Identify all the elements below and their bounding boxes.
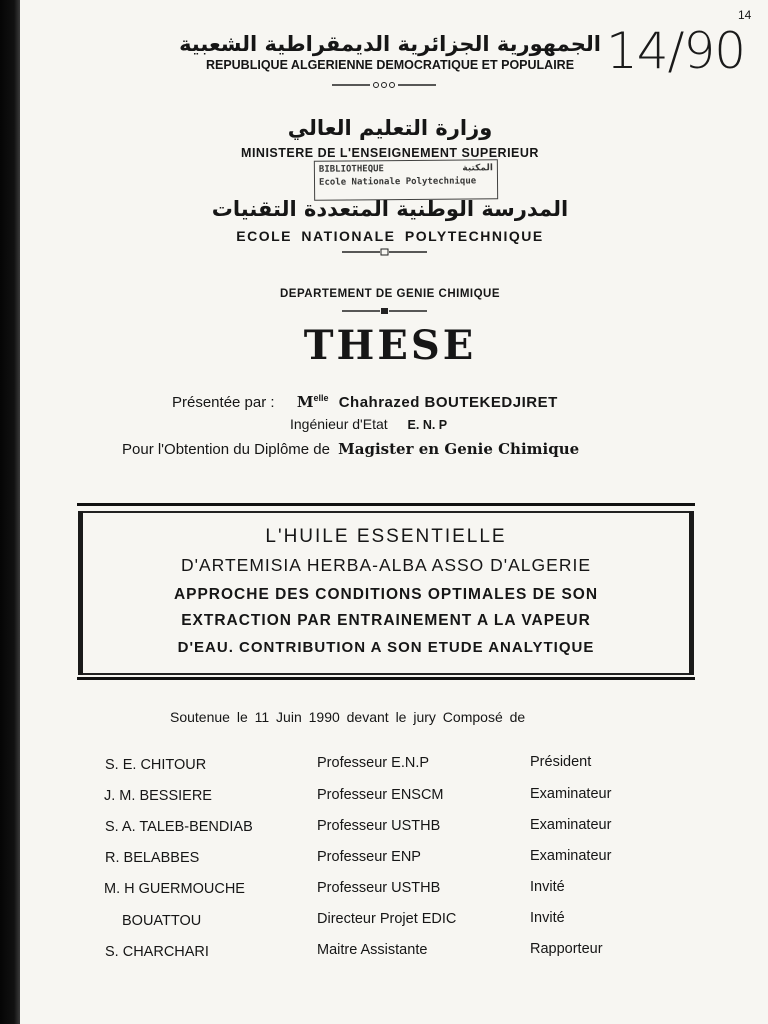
ornament-divider <box>340 306 430 316</box>
jury-member-position: Maitre Assistante <box>317 942 428 958</box>
ornament-divider <box>330 80 440 90</box>
author-title-suffix: elle <box>313 393 329 403</box>
title-box-bottom-rule <box>77 677 695 680</box>
author-role-line <box>290 416 447 432</box>
ornament-divider <box>340 247 430 257</box>
jury-member-name: J. M. BESSIERE <box>104 788 212 804</box>
scan-dark-edge <box>0 0 20 1024</box>
ministry-title: MINISTERE DE L'ENSEIGNEMENT SUPERIEUR <box>241 146 539 160</box>
jury-member-role: Examinateur <box>530 786 612 802</box>
jury-member-position: Professeur E.N.P <box>317 755 430 771</box>
jury-member-position: Professeur ENSCM <box>317 787 444 803</box>
diploma-name: Magister en Genie Chimique <box>338 440 580 458</box>
jury-member-position: Professeur USTHB <box>317 880 441 896</box>
author-name: Chahrazed BOUTEKEDJIRET <box>338 394 558 411</box>
handwritten-file-number: 14/90 <box>606 22 746 80</box>
diploma-intro: Pour l'Obtention du Diplôme de <box>122 441 330 458</box>
arabic-school-title: المدرسة الوطنية المتعددة التقنيات <box>211 197 569 221</box>
thesis-title-line-1: L'HUILE ESSENTIELLE <box>265 526 507 547</box>
jury-member-position: Professeur ENP <box>317 849 421 865</box>
jury-member-name: S. CHARCHARI <box>105 944 209 960</box>
jury-member-position: Directeur Projet EDIC <box>317 911 457 927</box>
school-title: ECOLE NATIONALE POLYTECHNIQUE <box>236 228 544 244</box>
jury-member-role: Président <box>530 754 592 770</box>
presented-by-label: Présentée par : <box>172 394 275 411</box>
author-role: Ingénieur d'Etat <box>290 416 388 432</box>
thesis-title-line-4: EXTRACTION PAR ENTRAINEMENT A LA VAPEUR <box>181 612 591 629</box>
jury-member-role: Examinateur <box>530 848 612 864</box>
author-school-abbr: E. N. P <box>407 418 448 432</box>
jury-member-role: Invité <box>530 879 565 895</box>
thesis-title-line-5: D'EAU. CONTRIBUTION A SON ETUDE ANALYTIQUE <box>177 639 595 656</box>
author-title-prefix: M <box>296 393 314 411</box>
title-box-top-rule <box>77 503 695 506</box>
arabic-ministry-title: وزارة التعليم العالي <box>287 116 493 140</box>
thesis-title-line-2: D'ARTEMISIA HERBA-ALBA ASSO D'ALGERIE <box>180 555 591 575</box>
thesis-title-box <box>80 511 692 675</box>
jury-member-role: Invité <box>530 910 565 926</box>
republic-title: REPUBLIQUE ALGERIENNE DEMOCRATIQUE ET POPULAIRE <box>205 58 575 72</box>
jury-member-name: R. BELABBES <box>105 850 200 866</box>
library-stamp <box>314 159 498 201</box>
department-title: DEPARTEMENT DE GENIE CHIMIQUE <box>279 288 501 300</box>
author-line <box>172 393 558 411</box>
jury-member-role: Rapporteur <box>530 941 603 957</box>
jury-member-name: S. E. CHITOUR <box>105 757 207 773</box>
jury-member-position: Professeur USTHB <box>317 818 441 834</box>
defense-statement: Soutenue le 11 Juin 1990 devant le jury Composé de <box>170 709 526 725</box>
stamp-library-label: BIBLIOTHEQUE <box>318 164 384 175</box>
jury-member-name: BOUATTOU <box>122 913 202 929</box>
document-type-title: THESE <box>303 322 477 369</box>
stamp-school-name: Ecole Nationale Polytechnique <box>318 176 477 188</box>
jury-member-role: Examinateur <box>530 817 612 833</box>
thesis-title-line-3: APPROCHE DES CONDITIONS OPTIMALES DE SON <box>173 586 599 603</box>
corner-handwritten-number: 14 <box>738 8 752 22</box>
diploma-line <box>122 440 579 458</box>
jury-member-name: M. H GUERMOUCHE <box>104 881 245 897</box>
stamp-arabic-library: المكتبة <box>462 163 493 174</box>
jury-member-name: S. A. TALEB-BENDIAB <box>105 819 253 835</box>
arabic-republic-title: الجمهورية الجزائرية الديمقراطية الشعبية <box>179 32 601 56</box>
